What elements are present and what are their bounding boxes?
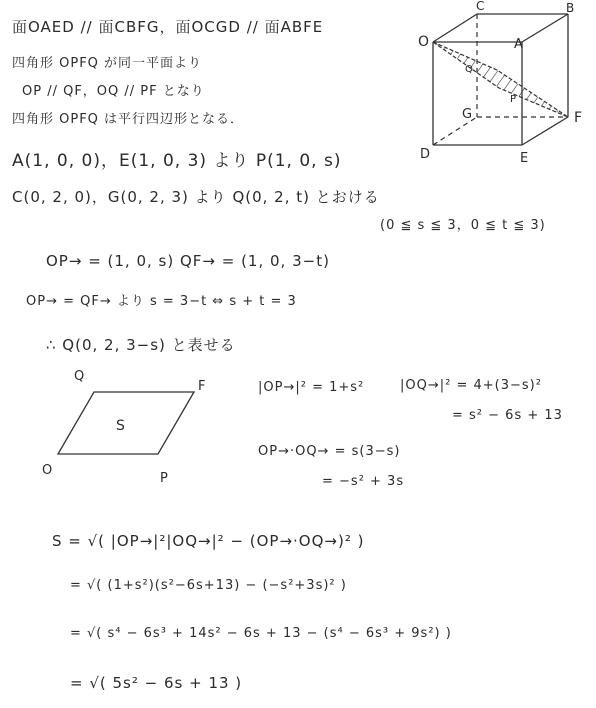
line-point-q: C(0, 2, 0)，G(0, 2, 3) より Q(0, 2, t) とおける [12,188,380,206]
line-parallelogram-conclusion: 四角形 OPFQ は平行四辺形となる． [12,112,245,127]
area-expansion: = √( s⁴ − 6s³ + 14s² − 6s + 13 − (s⁴ − 6s³ + 9s²) ) [70,626,452,641]
section-opfq [433,42,568,117]
line-vectors: OP→ = (1, 0, s) QF→ = (1, 0, 3−t) [46,252,330,270]
magnitude-op: |OP→|² = 1+s² [258,380,365,395]
dot-product-expanded: = −s² + 3s [322,474,405,489]
line-range: (0 ≦ s ≦ 3，0 ≦ t ≦ 3) [380,218,546,233]
para-label-o: O [42,463,53,478]
cube-label-g: G [462,107,473,122]
cube-label-p: P [510,94,517,105]
cube-label-a: A [514,37,523,52]
cube-label-q: Q [465,64,473,75]
para-label-q: Q [74,369,85,384]
magnitude-oq: |OQ→|² = 4+(3−s)² [400,378,542,393]
line-point-p: A(1, 0, 0)，E(1, 0, 3) より P(1, 0, s) [12,151,342,171]
line-vector-equal: OP→ = QF→ より s = 3−t ⇔ s + t = 3 [26,294,297,309]
para-label-p: P [160,471,168,486]
area-substitution: = √( (1+s²)(s²−6s+13) − (−s²+3s)² ) [70,578,347,593]
cube-edge [433,14,477,42]
area-result: = √( 5s² − 6s + 13 ) [70,674,243,692]
cube-label-f: F [574,110,583,126]
magnitude-oq-expanded: = s² − 6s + 13 [452,408,563,423]
cube-edge [522,117,568,145]
cube-label-b: B [566,1,575,15]
cube-label-e: E [520,151,529,166]
para-label-s: S [116,418,125,434]
line-q-expressed: ∴ Q(0, 2, 3−s) と表せる [46,336,236,354]
dot-product: OP→·OQ→ = s(3−s) [258,444,401,459]
cube-edge [522,14,568,42]
line-same-plane: 四角形 OPFQ が同一平面より [12,56,203,71]
line-parallel-sides: OP // QF，OQ // PF となり [22,84,205,99]
area-formula: S = √( |OP→|²|OQ→|² − (OP→·OQ→)² ) [52,532,365,550]
parallelogram-opfq [58,392,194,454]
cube-label-c: C [476,0,485,13]
cube-label-o: O [418,34,430,50]
line-face-parallel: 面OAED // 面CBFG，面OCGD // 面ABFE [12,18,324,36]
para-label-f: F [198,379,206,394]
parallelogram-diagram [42,369,205,486]
cube-label-d: D [420,147,431,162]
